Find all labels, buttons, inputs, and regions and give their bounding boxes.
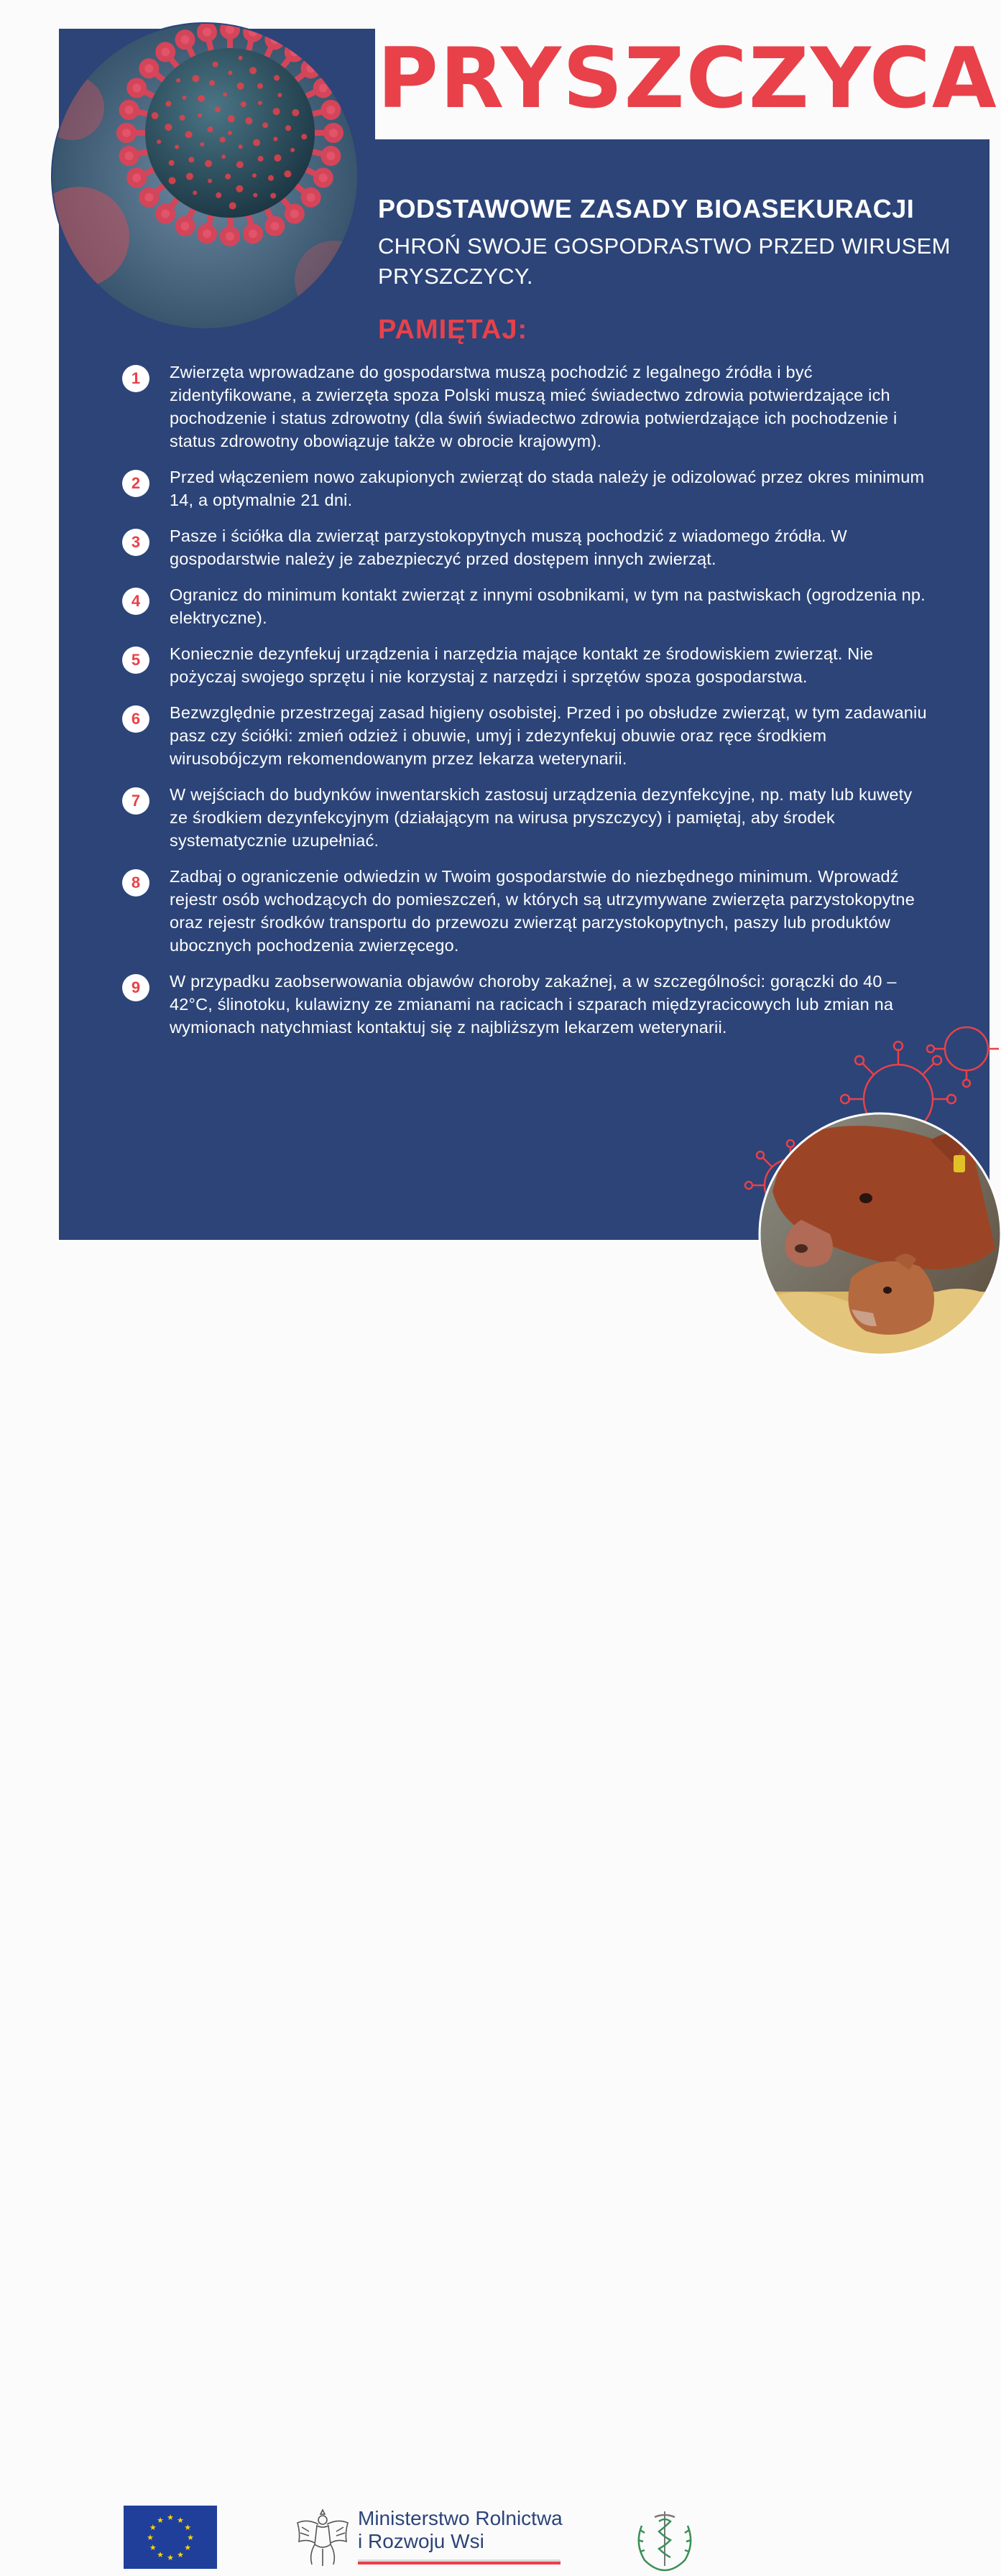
svg-text:★: ★	[157, 2515, 164, 2525]
rule-text: Zadbaj o ograniczenie odwiedzin w Twoim gospodarstwie do niezbędnego minimum. Wprowadź rejestr osób wchodzących do pomieszczeń, w których są utrzymywane zwierzęta parzystokopytne oraz rejestr środków transportu do przewozu zwierząt parzystokopytnych, paszy lub produktów ubocznych pochodzenia zwierzęcego.	[170, 867, 915, 955]
svg-text:★: ★	[187, 2533, 194, 2542]
svg-text:★: ★	[184, 2543, 192, 2552]
svg-text:★: ★	[167, 2553, 174, 2562]
eu-flag	[124, 2506, 217, 2569]
rule-text: W wejściach do budynków inwentarskich zastosuj urządzenia dezynfekcyjne, np. maty lub kuwety ze środkiem dezynfekcyjnym (działającym na wirusa pryszczycy) i pamiętaj, aby środek systematycznie uzupełniać.	[170, 785, 913, 850]
ministry-line-2: i Rozwoju Wsi	[358, 2530, 484, 2552]
subtitle: PODSTAWOWE ZASADY BIOASEKURACJI	[378, 194, 915, 223]
polish-eagle-emblem	[293, 2504, 352, 2570]
svg-text:★: ★	[157, 2550, 164, 2560]
poster-title: PRYSZCZYCA	[377, 30, 998, 127]
rule-number: 4	[122, 588, 149, 615]
rule-number: 6	[122, 705, 149, 733]
eu-stars-icon	[124, 2506, 217, 2569]
rule-text: Pasze i ściółka dla zwierząt parzystokopytnych muszą pochodzić z wiadomego źródła. W gospodarstwie należy je zabezpieczyć przed dostępem innych zwierząt.	[170, 527, 847, 568]
rule-number: 8	[122, 869, 149, 896]
rules-list	[0, 0, 1001, 1078]
svg-text:★: ★	[167, 2513, 174, 2522]
ministry-line-1: Ministerstwo Rolnictwa	[358, 2507, 563, 2529]
subtitle-secondary: CHROŃ SWOJE GOSPODRASTWO PRZED WIRUSEM PRYSZCZYCY.	[378, 233, 951, 289]
svg-text:★: ★	[184, 2523, 192, 2532]
rule-number: 7	[122, 787, 149, 815]
ministry-flag-bar	[358, 2559, 561, 2565]
ministry-name	[358, 2507, 563, 2553]
rule-number: 1	[122, 365, 149, 392]
svg-text:★: ★	[177, 2515, 184, 2525]
rule-text: Bezwzględnie przestrzegaj zasad higieny osobistej. Przed i po obsłudze zwierząt, w tym zadawaniu pasz czy ściółki: zmień odzież i obuwie, umyj i zdezynfekuj obuwie oraz ręce środkiem wirusobójczym rekomendowanym przez lekarza weterynarii.	[170, 703, 927, 768]
svg-text:★: ★	[147, 2533, 154, 2542]
rule-text: Przed włączeniem nowo zakupionych zwierząt do stada należy je odizolować przez okres minimum 14, a optymalnie 21 dni.	[170, 468, 925, 509]
svg-text:★: ★	[177, 2550, 184, 2560]
rule-text: Koniecznie dezynfekuj urządzenia i narzędzia mające kontakt ze środowiskiem zwierząt. Nie pożyczaj swojego sprzętu i nie korzystaj z narzędzi i sprzętów spoza gospodarstwa.	[170, 644, 874, 686]
rule-number: 5	[122, 647, 149, 674]
svg-text:★: ★	[149, 2543, 157, 2552]
footer	[0, 1240, 1001, 2562]
rule-text: Ogranicz do minimum kontakt zwierząt z innymi osobnikami, w tym na pastwiskach (ogrodzenia np. elektryczne).	[170, 585, 926, 627]
rule-number: 3	[122, 529, 149, 556]
rule-number: 9	[122, 974, 149, 1001]
rule-text: Zwierzęta wprowadzane do gospodarstwa muszą pochodzić z legalnego źródła i być zidentyfikowane, a zwierzęta spoza Polski muszą mieć świadectwo zdrowia potwierdzające ich pochodzenie i status zdrowotny (dla świń świadectwo zdrowia potwierdzające ich pochodzenie i status zdrowotny obowiązuje także w obrocie krajowym).	[170, 363, 898, 450]
remember-heading: PAMIĘTAJ:	[378, 315, 528, 345]
rule-text: W przypadku zaobserwowania objawów choroby zakaźnej, a w szczególności: gorączki do 40 – 42°C, ślinotoku, kulawizny ze zmianami na racicach i szparach międzyracicowych lub zmian na wymionach natychmiast kontaktuj się z najbliższym lekarzem weterynarii.	[170, 972, 897, 1037]
svg-text:★: ★	[149, 2523, 157, 2532]
rule-number: 2	[122, 470, 149, 497]
veterinary-caduceus-logo	[629, 2504, 701, 2576]
